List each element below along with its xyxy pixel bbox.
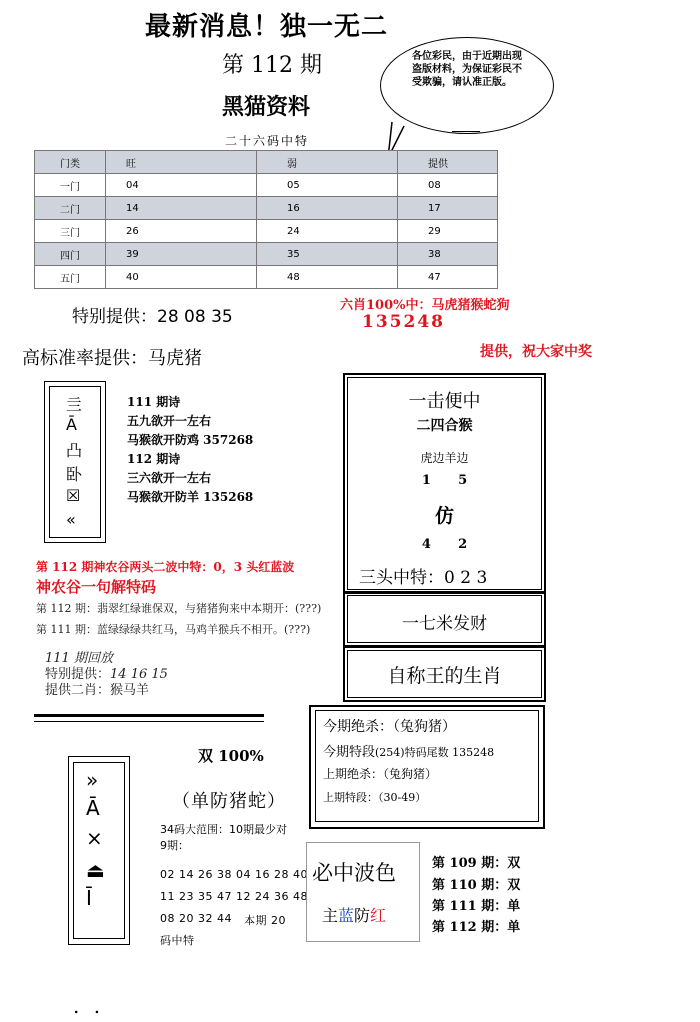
- divider: [34, 721, 264, 722]
- header-cell: 旺: [106, 151, 257, 174]
- range-line: 34码大范围：10期最少对: [160, 823, 287, 836]
- segment-current: [323, 741, 494, 760]
- table-cell: 08: [398, 174, 498, 197]
- number-row: 02 14 26 38 04 16 28 40: [160, 868, 308, 881]
- rune-glyph: ⏏: [86, 858, 105, 882]
- segment-label: 今期特段: [323, 745, 376, 760]
- shennong-subtitle: 神农谷一句解特码: [36, 578, 157, 596]
- header-cell: 门类: [35, 151, 106, 174]
- bubble-underline: [452, 131, 480, 132]
- rune-glyph: «: [66, 510, 76, 529]
- table-cell: 16: [257, 197, 398, 220]
- poem-line: 马猴欲开防鸡 357268: [127, 433, 254, 447]
- table-cell: 04: [106, 174, 257, 197]
- table-cell: 29: [398, 220, 498, 243]
- table-cell: 38: [398, 243, 498, 266]
- special-label: 特别提供：: [72, 307, 157, 327]
- table-cell: 四门: [35, 243, 106, 266]
- range-line: 9期：: [160, 839, 189, 852]
- special-value: 28 08 35: [157, 307, 233, 327]
- yiji-line1: 二四合猴: [416, 418, 473, 434]
- table-cell: 35: [257, 243, 398, 266]
- replay-two-zodiac: 提供二肖：猴马羊: [45, 683, 150, 698]
- rune-glyph: Ā: [66, 415, 77, 434]
- table-cell: 39: [106, 243, 257, 266]
- table-row: [35, 243, 498, 266]
- rune-glyph: 凸: [66, 441, 83, 460]
- yiji-box: [343, 373, 546, 594]
- poem-lines: [127, 393, 253, 507]
- history-row: 第 110 期：双: [432, 878, 521, 893]
- six-zodiac-numbers: 135248: [362, 312, 445, 332]
- rune-glyph: Ī: [86, 886, 92, 910]
- dan-glyph-inner: [73, 762, 125, 939]
- table-cell: 26: [106, 220, 257, 243]
- table-header-row: [35, 151, 498, 174]
- riddle-hint: 第 112 期：翡翠红绿谁保双，与猪猪狗来中本期开：(???): [36, 602, 322, 615]
- table-cell: 47: [398, 266, 498, 289]
- poem-line: 三六欲开一左右: [127, 471, 212, 485]
- table-row: [35, 197, 498, 220]
- yiji-digits1: 1 5: [421, 473, 468, 488]
- kill-previous: 上期绝杀：（兔狗猪）: [323, 767, 438, 781]
- table-row: [35, 174, 498, 197]
- six-zodiac-line: 六肖100%中：马虎猪猴蛇狗: [340, 298, 510, 313]
- rune-glyph: ⨯: [86, 826, 103, 850]
- table-cell: 14: [106, 197, 257, 220]
- period-note: 码中特: [160, 934, 195, 947]
- wave-color-line: [322, 903, 386, 926]
- table-cell: 五门: [35, 266, 106, 289]
- yiji-digits2: 4 2: [421, 537, 468, 552]
- fortune-box: [343, 591, 546, 647]
- header-cell: 弱: [257, 151, 398, 174]
- king-zodiac-box: [343, 646, 546, 702]
- table-cell: 三门: [35, 220, 106, 243]
- poem-line: 111 期诗: [127, 395, 181, 409]
- wave-color-title: 必中波色: [312, 861, 396, 885]
- period-note: 本期 20: [244, 914, 286, 927]
- king-zodiac-text: 自称王的生肖: [387, 665, 502, 687]
- table-cell: 05: [257, 174, 398, 197]
- history-row: 第 109 期：双: [432, 856, 521, 871]
- table-cell: 17: [398, 197, 498, 220]
- gaobiao-value: 马虎猪: [148, 348, 202, 369]
- kill-current: 今期绝杀：（兔狗猪）: [323, 719, 456, 735]
- main-color: 蓝: [338, 906, 355, 925]
- page-title: 最新消息！独一无二: [145, 12, 389, 42]
- table-caption: 二十六码中特: [225, 134, 310, 148]
- main-label: 主: [322, 906, 339, 925]
- poem-line: 五九欲开一左右: [127, 414, 212, 428]
- divider: [34, 714, 264, 717]
- notice-text: 各位彩民，由于近期出现盗版材料，为保证彩民不受欺骗，请认准正版。: [412, 51, 522, 88]
- table-cell: 48: [257, 266, 398, 289]
- replay-block: [45, 651, 168, 699]
- rune-glyph: Ā: [86, 796, 100, 820]
- number-row: 08 20 32 44: [160, 912, 232, 925]
- santou-text: 三头中特：0 2 3: [359, 568, 488, 588]
- replay-title: 111 期回放: [45, 651, 113, 666]
- replay-special: 特别提供：14 16 15: [45, 667, 168, 682]
- fortune-text: 一七米发财: [402, 614, 487, 634]
- history-row: 第 111 期：单: [432, 899, 521, 914]
- special-offer: [72, 302, 233, 327]
- table-cell: 24: [257, 220, 398, 243]
- footer-dots: . .: [73, 994, 105, 1018]
- high-standard: [22, 344, 202, 370]
- danfang-label: （单防猪蛇）: [172, 791, 286, 812]
- poem-line: 112 期诗: [127, 452, 181, 466]
- gaobiao-label: 高标准率提供：: [22, 348, 148, 369]
- rune-glyph: 亖: [66, 395, 83, 414]
- history-row: 第 112 期：单: [432, 920, 521, 935]
- door-table: [34, 150, 498, 289]
- page-subtitle: 黑猫资料: [222, 94, 311, 120]
- guard-color: 红: [370, 906, 387, 925]
- shennong-headline: 第 112 期神农谷两头二波中特：0，3 头红蓝波: [36, 560, 295, 574]
- table-cell: 一门: [35, 174, 106, 197]
- table-row: [35, 266, 498, 289]
- wish-text: 提供，祝大家中奖: [480, 344, 592, 360]
- guard-label: 防: [354, 906, 371, 925]
- segment-value: (254)特码尾数 135248: [375, 746, 495, 759]
- rune-glyph: 卧: [66, 465, 83, 484]
- riddle-hint: 第 111 期：蓝绿绿绿共红马，马鸡羊猴兵不相开。(???): [36, 623, 311, 636]
- yiji-title: 一击便中: [408, 391, 481, 412]
- header-cell: 提供: [398, 151, 498, 174]
- table-cell: 40: [106, 266, 257, 289]
- range-text: [160, 822, 287, 854]
- table-cell: 二门: [35, 197, 106, 220]
- shuang-label: 双 100%: [198, 747, 264, 765]
- number-row: 11 23 35 47 12 24 36 48: [160, 890, 308, 903]
- yiji-fang: 仿: [434, 505, 454, 527]
- rune-glyph: ☒: [66, 486, 81, 505]
- poem-line: 马猴欲开防羊 135268: [127, 490, 254, 504]
- issue-number: 第 112 期: [222, 53, 322, 78]
- segment-previous: 上期特段：（30-49）: [323, 791, 427, 804]
- rune-glyph: »: [86, 768, 99, 792]
- yiji-line2: 虎边羊边: [420, 451, 469, 465]
- table-row: [35, 220, 498, 243]
